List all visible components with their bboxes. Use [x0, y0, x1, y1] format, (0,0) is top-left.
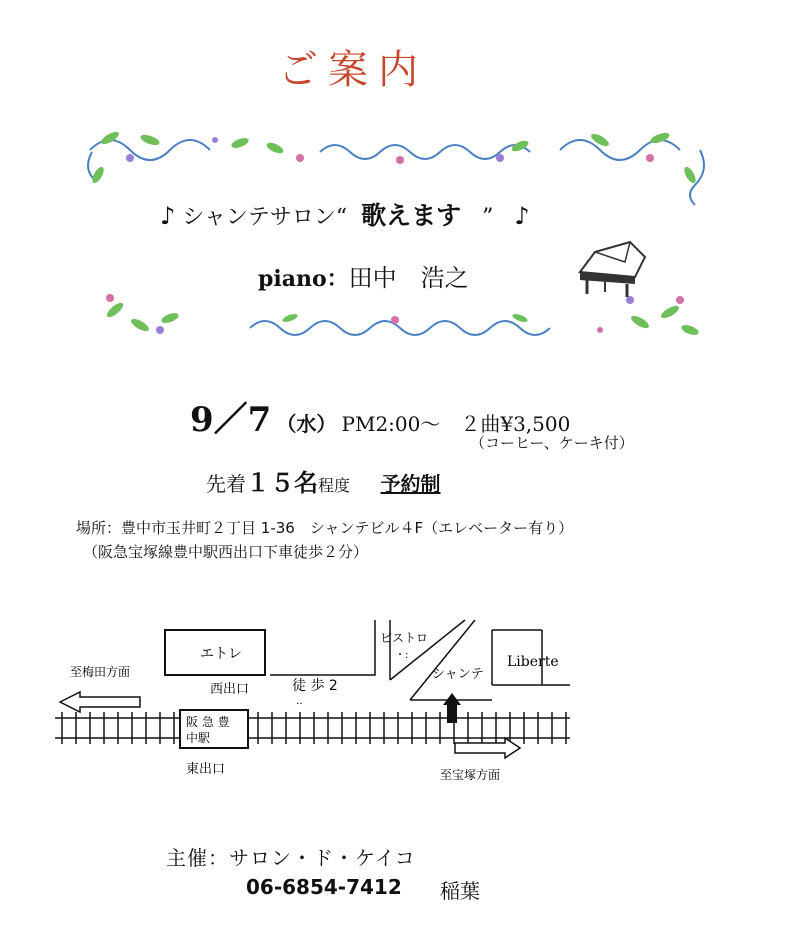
host-label: 主催：サロン・ド・ケイコ — [166, 846, 416, 870]
address-line: 場所：豊中市玉井町２丁目 1-36 シャンテビル４F（エレベーター有り） — [76, 519, 574, 537]
arrow-left-icon — [60, 692, 140, 712]
etore-label: エトレ — [200, 646, 242, 662]
station-label: 阪 急 豊 — [186, 715, 230, 729]
event-time-price: PM2:00～ ２曲¥3,500 — [341, 412, 571, 436]
liberte-label: Liberte — [507, 654, 559, 670]
bottom-leaves-decoration — [105, 301, 700, 337]
walk-dots: ‥ — [296, 696, 303, 707]
contact-name: 稲葉 — [440, 879, 480, 903]
east-exit-label: 東出口 — [186, 762, 226, 777]
music-note-right: ♪ — [514, 202, 530, 230]
arrow-right-icon — [455, 738, 520, 758]
access-map — [0, 590, 796, 790]
bottom-flowers-decoration — [106, 294, 684, 334]
event-title-main: 歌えます — [361, 201, 462, 230]
bistro-dots: ・: — [395, 650, 409, 661]
event-date: 9／7 — [190, 400, 272, 440]
event-weekday: （水） — [276, 412, 337, 436]
capacity-line — [206, 463, 441, 498]
event-title — [160, 196, 530, 232]
to-umeda-label: 至梅田方面 — [70, 665, 131, 679]
capacity-count: １５名 — [246, 469, 318, 497]
west-exit-label: 西出口 — [210, 682, 250, 697]
to-takarazuka-label: 至宝塚方面 — [440, 768, 501, 782]
reservation-label: 予約制 — [380, 472, 441, 496]
chante-label: シャンテ — [432, 667, 484, 682]
walk-label: 徒 歩 2 — [292, 678, 338, 694]
event-title-suffix: ” — [482, 205, 494, 230]
music-note-left: ♪ — [160, 202, 176, 230]
station-label-line2: 中駅 — [186, 731, 211, 745]
capacity-prefix: 先着 — [206, 472, 246, 496]
event-title-prefix: シャンテサロン“ — [182, 205, 348, 230]
access-line: （阪急宝塚線豊中駅西出口下車徒歩２分） — [83, 543, 369, 561]
grand-piano-icon — [580, 242, 645, 297]
pianist-name: 田中 浩之 — [348, 264, 469, 292]
railway-track — [55, 712, 570, 744]
bistro-label: ビストロ — [380, 631, 429, 645]
top-leaves-decoration — [90, 130, 698, 185]
pianist-line — [258, 258, 469, 293]
capacity-approx: 程度 — [318, 476, 351, 495]
phone-number: 06-6854-7412 — [246, 875, 402, 899]
page-title: ご案内 — [278, 47, 428, 93]
price-note: （コーヒー、ケーキ付） — [470, 434, 634, 452]
piano-label: piano： — [258, 266, 349, 292]
bottom-vine-decoration — [250, 321, 550, 335]
